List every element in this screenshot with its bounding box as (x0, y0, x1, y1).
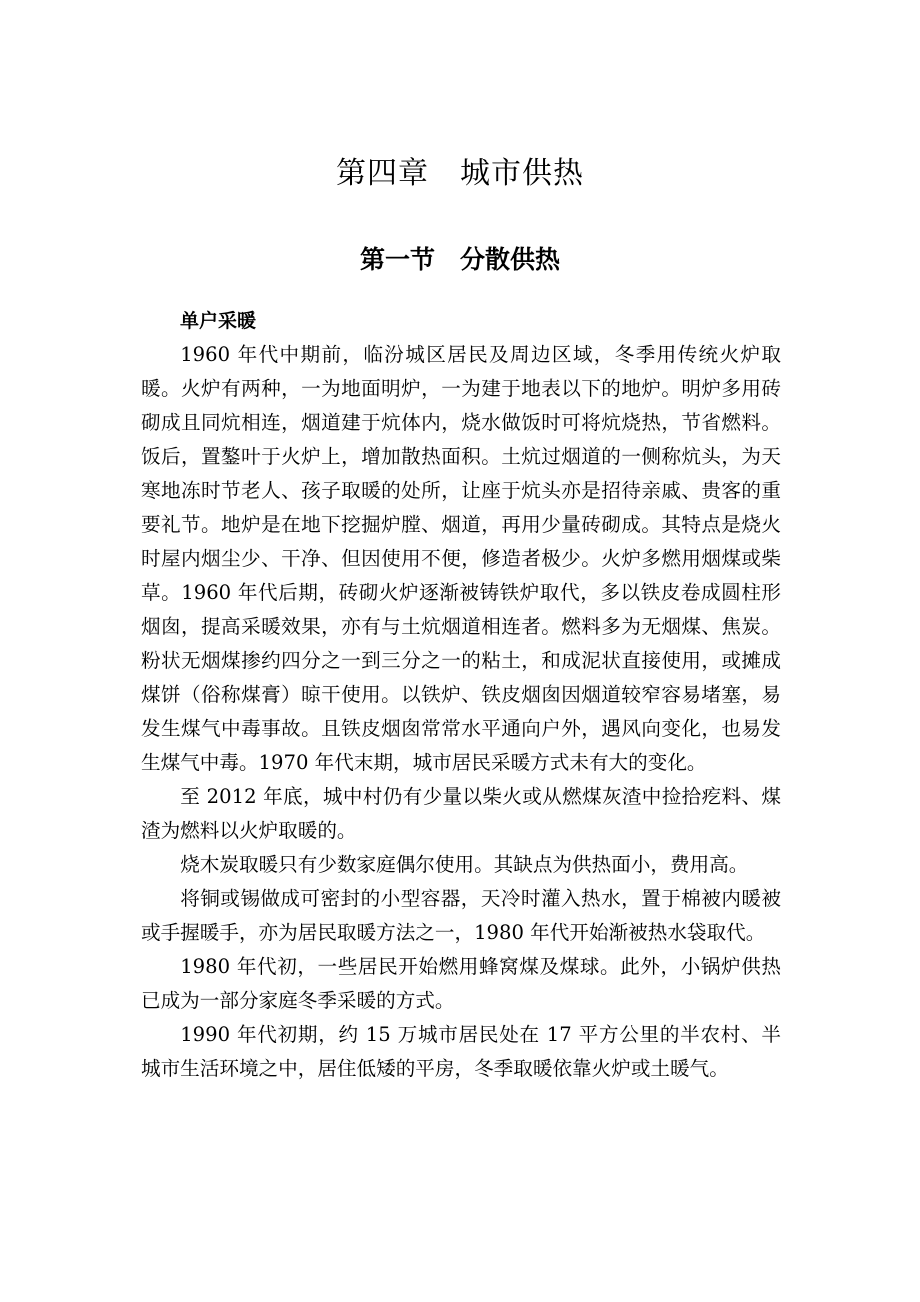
paragraph-traditional-stoves: 1960 年代中期前，临汾城区居民及周边区域，冬季用传统火炉取暖。火炉有两种，一为地面明炉，一为建于地表以下的地炉。明炉多用砖砌成且同炕相连，烟道建于炕体内，烧水做饭时可将炕烧热，节省燃料。饭后，置鏊叶于火炉上，增加散热面积。土炕过烟道的一侧称炕头，为天寒地冻时节老人、孩子取暖的处所，让座于炕头亦是招待亲戚、贵客的重要礼节。地炉是在地下挖掘炉膛、烟道，再用少量砖砌成。其特点是烧火时屋内烟尘少、干净、但因使用不便，修造者极少。火炉多燃用烟煤或柴草。1960 年代后期，砖砌火炉逐渐被铸铁炉取代，多以铁皮卷成圆柱形烟囱，提高采暖效果，亦有与土炕烟道相连者。燃料多为无烟煤、焦炭。粉状无烟煤掺约四分之一到三分之一的粘土，和成泥状直接使用，或摊成煤饼（俗称煤膏）晾干使用。以铁炉、铁皮烟囱因烟道较窄容易堵塞，易发生煤气中毒事故。且铁皮烟囱常常水平通向户外，遇风向变化，也易发生煤气中毒。1970 年代末期，城市居民采暖方式未有大的变化。 (141, 343, 781, 774)
paragraph-hot-water-container: 将铜或锡做成可密封的小型容器，天冷时灌入热水，置于棉被内暖被或手握暖手，亦为居民取暖方法之一，1980 年代开始渐被热水袋取代。 (141, 887, 781, 944)
paragraph-2012-urban-villages: 至 2012 年底，城中村仍有少量以柴火或从燃煤灰渣中捡拾疙料、煤渣为燃料以火炉取暖的。 (141, 785, 781, 842)
paragraph-1980s-briquettes: 1980 年代初，一些居民开始燃用蜂窝煤及煤球。此外，小锅炉供热已成为一部分家庭冬季采暖的方式。 (141, 955, 781, 1012)
chapter-title: 第四章 城市供热 (336, 156, 584, 191)
paragraph-charcoal: 烧木炭取暖只有少数家庭偶尔使用。其缺点为供热面小，费用高。 (180, 853, 749, 876)
paragraph-1990s-housing: 1990 年代初期，约 15 万城市居民处在 17 平方公里的半农村、半城市生活环境之中，居住低矮的平房，冬季取暖依靠火炉或土暖气。 (141, 1023, 781, 1080)
section-title: 第一节 分散供热 (359, 245, 560, 274)
body-text (141, 338, 781, 1086)
subsection-title: 单户采暖 (180, 310, 257, 332)
